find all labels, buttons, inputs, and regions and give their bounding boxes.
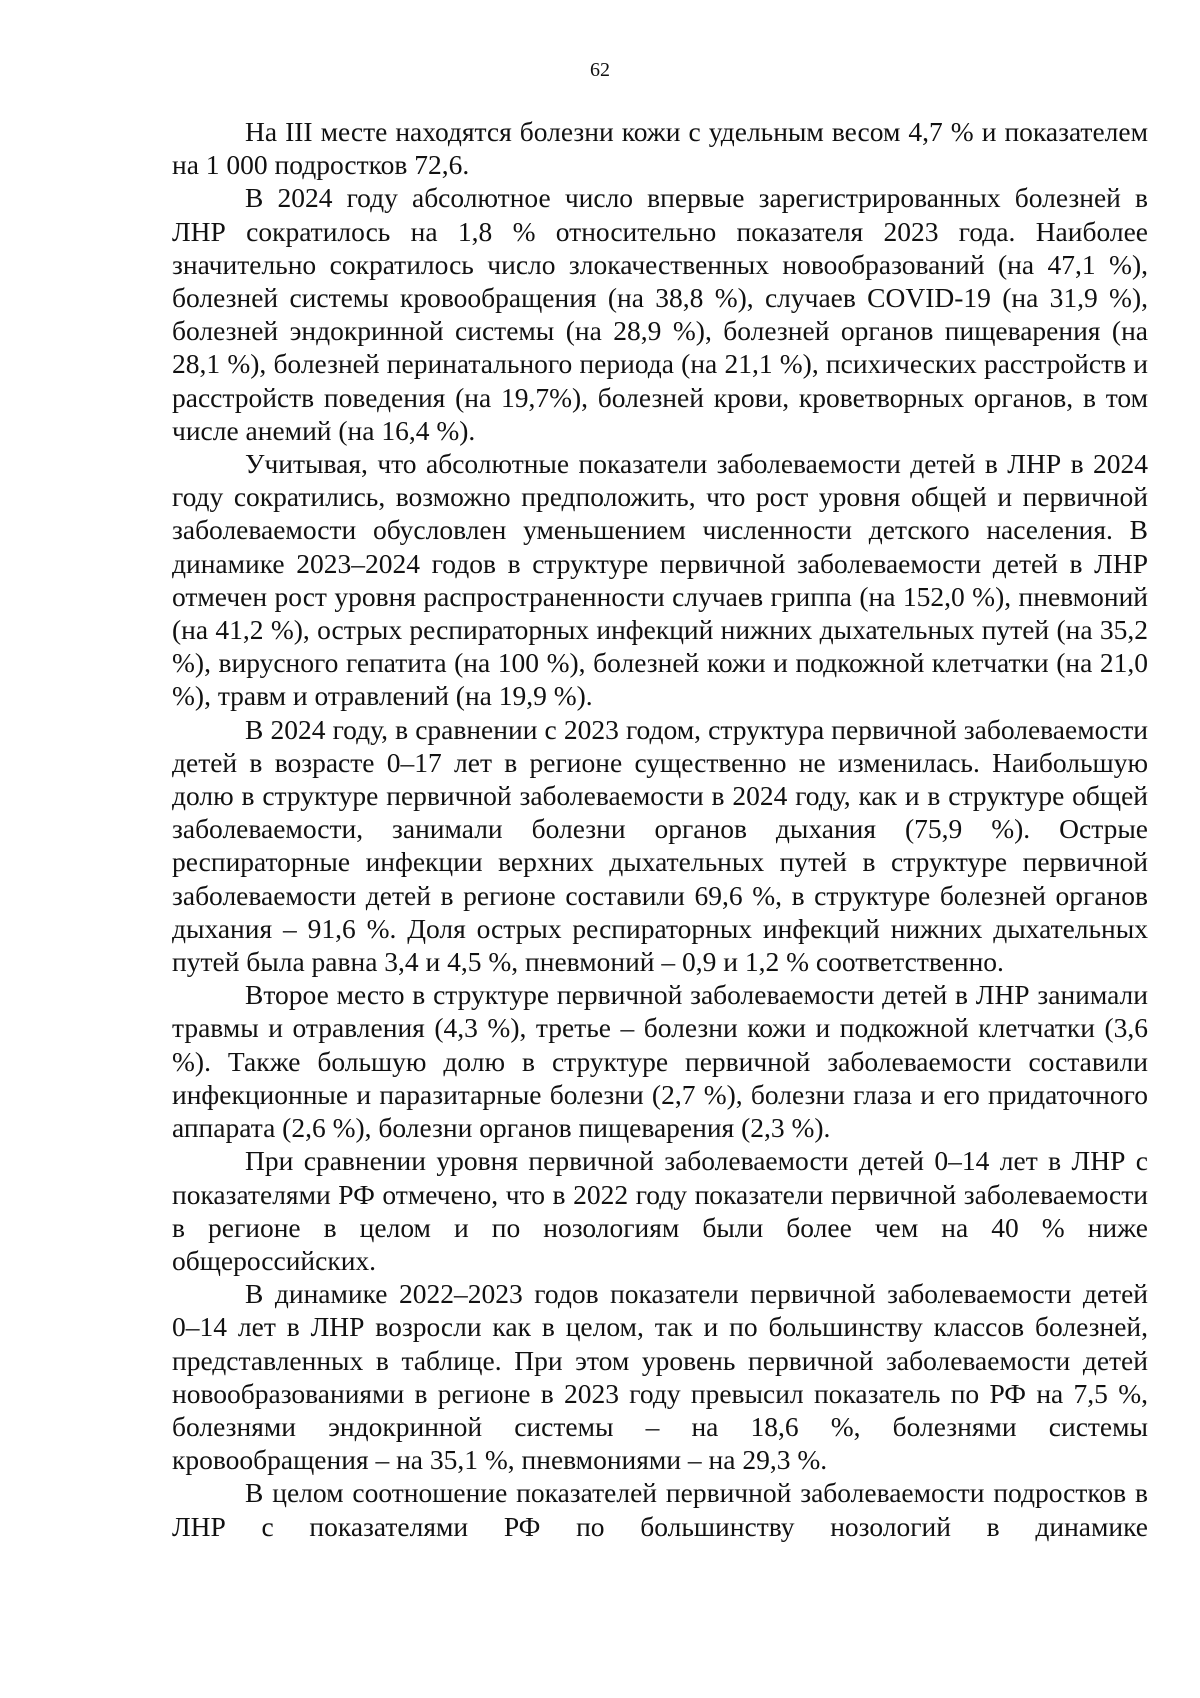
paragraph-structure-0-17: В 2024 году, в сравнении с 2023 годом, структура первичной заболеваемости детей в возрасте 0–17 лет в регионе существенно не изменилась. Наибольшую долю в структуре первичной заболеваемости в 2024 году, как и в структуре общей заболеваемости, занимали болезни органов дыхания (75,9 %). Острые респираторные инфекции верхних дыхательных путей в структуре первичной заболеваемости детей в регионе составили 69,6 %, в структуре болезней органов дыхания – 91,6 %. Доля острых респираторных инфекций нижних дыхательных путей была равна 3,4 и 4,5 %, пневмоний – 0,9 и 1,2 % соответственно. — [172, 713, 1148, 978]
paragraph-2024-decline: В 2024 году абсолютное число впервые зарегистрированных болезней в ЛНР сократилось на 1,8 % относительно показателя 2023 года. Наиболее значительно сократилось число злокачественных новообразований (на 47,1 %), болезней системы кровообращения (на 38,8 %), случаев COVID-19 (на 31,9 %), болезней эндокринной системы (на 28,9 %), болезней органов пищеварения (на 28,1 %), болезней перинатального периода (на 21,1 %), психических расстройств и расстройств поведения (на 19,7%), болезней крови, кроветворных органов, в том числе анемий (на 16,4 %). — [172, 182, 1148, 446]
paragraph-second-place: Второе место в структуре первичной заболеваемости детей в ЛНР занимали травмы и отравления (4,3 %), третье – болезни кожи и подкожной клетчатки (3,6 %). Также большую долю в структуре первичной заболеваемости составили инфекционные и паразитарные болезни (2,7 %), болезни глаза и его придаточного аппарата (2,6 %), болезни органов пищеварения (2,3 %). — [172, 979, 1148, 1144]
paragraph-dynamics-2022-2023: В динамике 2022–2023 годов показатели первичной заболеваемости детей 0–14 лет в ЛНР возросли как в целом, так и по большинству классов болезней, представленных в таблице. При этом уровень первичной заболеваемости детей новообразованиями в регионе в 2023 году превысил показатель по РФ на 7,5 %, болезнями эндокринной системы – на 18,6 %, болезнями системы кровообращения – на 35,1 %, пневмониями – на 29,3 %. — [172, 1278, 1148, 1476]
paragraph-comparison-rf: При сравнении уровня первичной заболеваемости детей 0–14 лет в ЛНР с показателями РФ отмечено, что в 2022 году показатели первичной заболеваемости в регионе в целом и по нозологиям были более чем на 40 % ниже общероссийских. — [172, 1145, 1148, 1276]
paragraph-skin-diseases-rank: На III месте находятся болезни кожи с удельным весом 4,7 % и показателем на 1 000 подростков 72,6. — [172, 116, 1148, 181]
paragraph-population-decrease: Учитывая, что абсолютные показатели заболеваемости детей в ЛНР в 2024 году сократились, возможно предположить, что рост уровня общей и первичной заболеваемости обусловлен уменьшением численности детского населения. В динамике 2023–2024 годов в структуре первичной заболеваемости детей в ЛНР отмечен рост уровня распространенности случаев гриппа (на 152,0 %), пневмоний (на 41,2 %), острых респираторных инфекций нижних дыхательных путей (на 35,2 %), вирусного гепатита (на 100 %), болезней кожи и подкожной клетчатки (на 21,0 %), травм и отравлений (на 19,9 %). — [172, 448, 1148, 712]
page-number: 62 — [590, 59, 610, 81]
document-body — [172, 115, 1148, 1543]
paragraph-adolescents-ratio: В целом соотношение показателей первичной заболеваемости подростков в ЛНР с показателями РФ по большинству нозологий в динамике — [172, 1477, 1148, 1542]
